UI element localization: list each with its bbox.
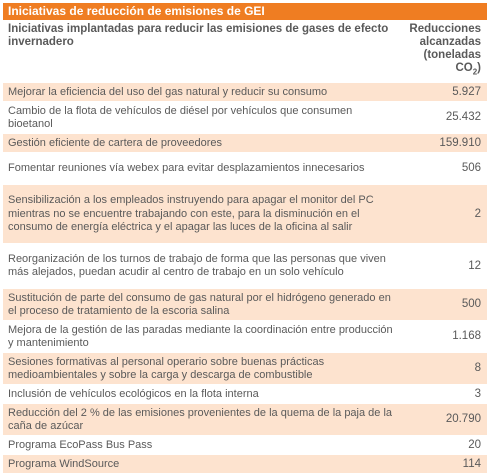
table-title: Iniciativas de reducción de emisiones de GEI <box>3 3 487 20</box>
table-row <box>3 289 487 321</box>
reduction-value-cell: 25.432 <box>403 102 487 134</box>
table-row <box>3 436 487 455</box>
table-row <box>3 83 487 102</box>
initiative-cell: Sustitución de parte del consumo de gas natural por el hidrógeno generado en el proceso de tratamiento de la escoria salina <box>3 289 403 321</box>
table-row <box>3 244 487 289</box>
initiative-cell: Gestión eficiente de cartera de proveedores <box>3 134 403 153</box>
initiative-cell: Reducción del 2 % de las emisiones provenientes de la quema de la paja de la caña de azúcar <box>3 404 403 436</box>
initiative-cell: Mejora de la gestión de las paradas mediante la coordinación entre producción y mantenimiento <box>3 321 403 353</box>
initiative-cell: Mejorar la eficiencia del uso del gas natural y reducir su consumo <box>3 83 403 102</box>
initiative-cell: Sensibilización a los empleados instruyendo para apagar el monitor del PC mientras no se encuentre trabajando con este, para la disminución en el consumo de energía eléctrica y el apagar las luces de la oficina al salir <box>3 185 403 244</box>
reduction-value-cell: 12 <box>403 244 487 289</box>
initiative-cell: Cambio de la flota de vehículos de diésel por vehículos que consumen bioetanol <box>3 102 403 134</box>
table-row <box>3 102 487 134</box>
reduction-value-cell: 20 <box>403 436 487 455</box>
reduction-value-cell: 159.910 <box>403 134 487 153</box>
table-row <box>3 185 487 244</box>
emissions-table <box>3 20 487 474</box>
reduction-value-cell: 8 <box>403 353 487 385</box>
table-row <box>3 321 487 353</box>
table-header-row <box>3 20 487 83</box>
reduction-value-cell: 5.927 <box>403 83 487 102</box>
header-reductions-subscript: 2 <box>472 67 478 77</box>
reduction-value-cell: 500 <box>403 289 487 321</box>
table-row <box>3 134 487 153</box>
initiative-cell: Sesiones formativas al personal operario sobre buenas prácticas medioambientales y sobre la carga y descarga de combustible <box>3 353 403 385</box>
initiative-cell: Fomentar reuniones vía webex para evitar desplazamientos innecesarios <box>3 153 403 185</box>
reduction-value-cell: 506 <box>403 153 487 185</box>
table-row <box>3 455 487 474</box>
initiative-cell: Inclusión de vehículos ecológicos en la flota interna <box>3 385 403 404</box>
header-initiatives: Iniciativas implantadas para reducir las emisiones de gases de efecto invernadero <box>3 20 403 83</box>
initiative-cell: Programa EcoPass Bus Pass <box>3 436 403 455</box>
reduction-value-cell: 1.168 <box>403 321 487 353</box>
reduction-value-cell: 114 <box>403 455 487 474</box>
header-reductions-text: Reducciones alcanzadas (toneladas CO <box>409 23 481 74</box>
reduction-value-cell: 2 <box>403 185 487 244</box>
emissions-table-container <box>3 3 487 474</box>
reduction-value-cell: 3 <box>403 385 487 404</box>
table-row <box>3 404 487 436</box>
table-row <box>3 353 487 385</box>
reduction-value-cell: 20.790 <box>403 404 487 436</box>
header-reductions-close: ) <box>477 62 481 74</box>
initiative-cell: Reorganización de los turnos de trabajo de forma que las personas que viven más alejados, puedan acudir al centro de trabajo en un solo vehículo <box>3 244 403 289</box>
header-reductions <box>403 20 487 83</box>
table-row <box>3 385 487 404</box>
table-row <box>3 153 487 185</box>
initiative-cell: Programa WindSource <box>3 455 403 474</box>
